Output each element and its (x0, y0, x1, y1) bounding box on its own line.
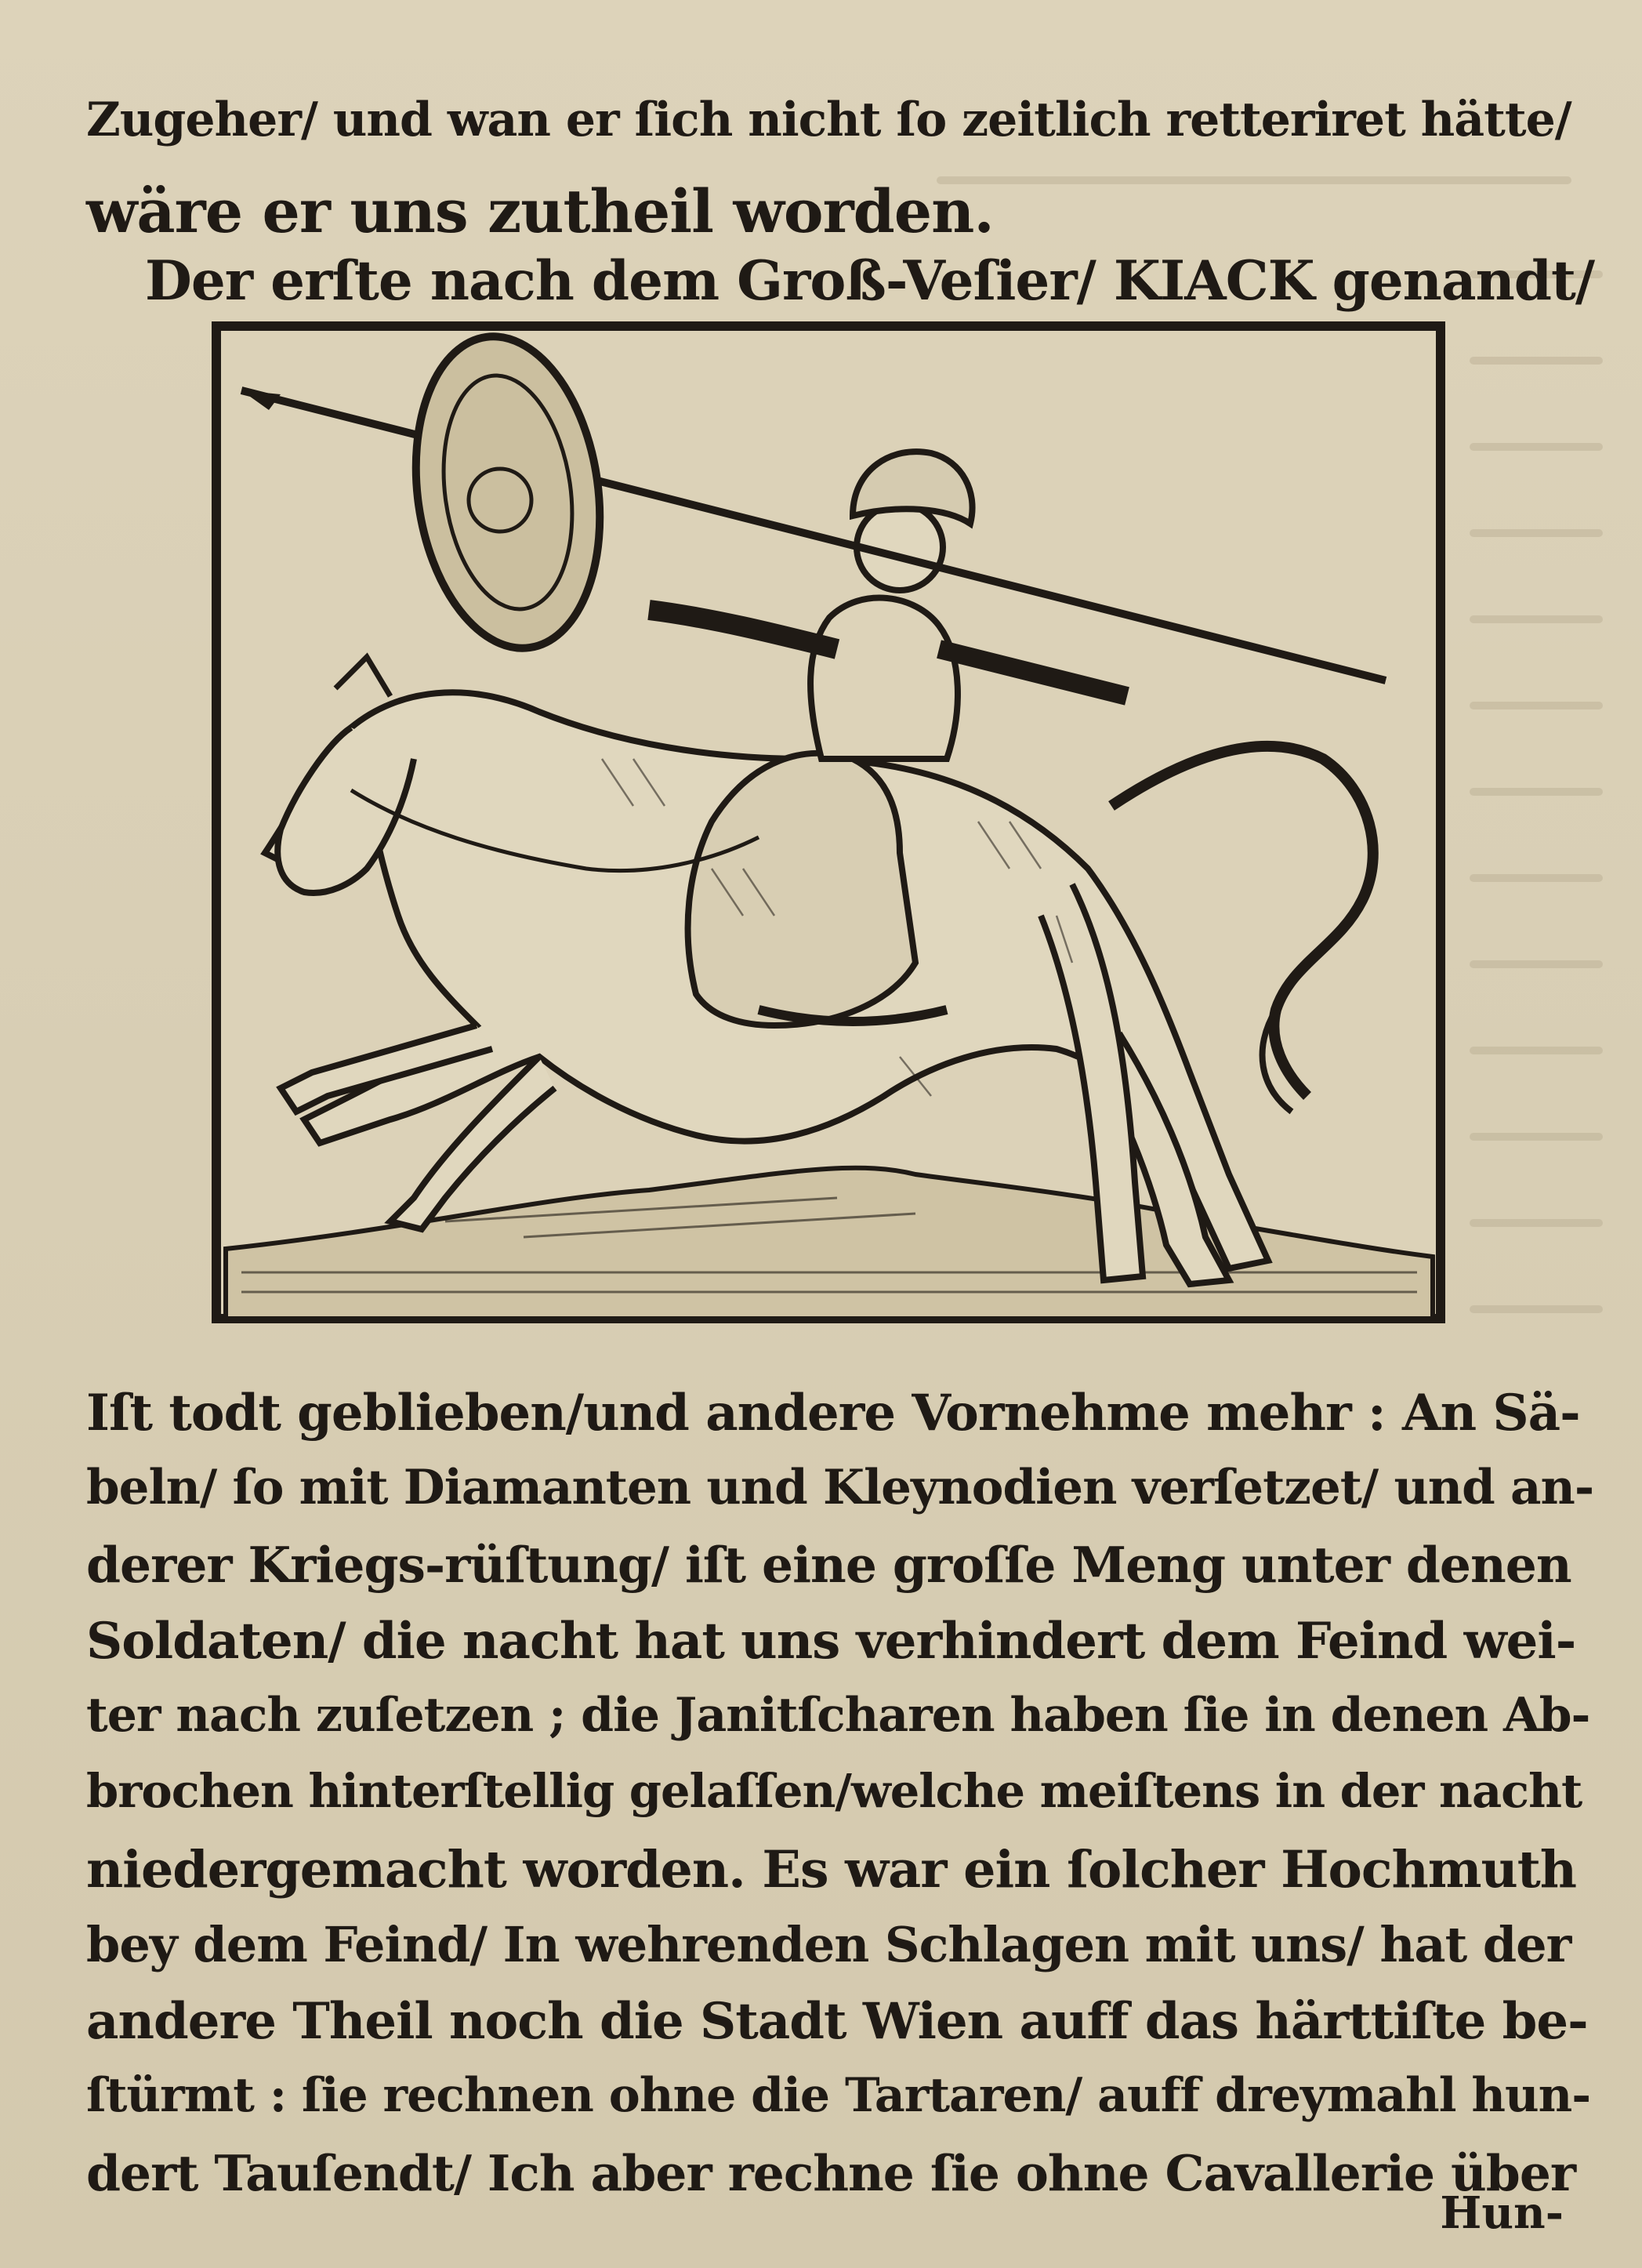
text-line-10: niedergemacht worden. Es war ein ſolcher Hochmuth (86, 1840, 1577, 1900)
text-line-3: Der erſte nach dem Groß-Veſier/ KIACK genandt/ (145, 249, 1595, 313)
text-line-7: Soldaten/ die nacht hat uns verhindert dem Feind wei- (86, 1612, 1576, 1671)
text-line-5: beln/ ſo mit Diamanten und Kleynodien verſetzet/ und an- (86, 1460, 1594, 1515)
text-line-11: bey dem Feind/ In wehrenden Schlagen mit uns/ hat der (86, 1916, 1571, 1973)
catchword: Hun- (1440, 2187, 1564, 2239)
text-line-12: andere Theil noch die Stadt Wien auff das härttiſte be- (86, 1992, 1588, 2051)
text-line-8: ter nach zuſetzen ; die Janitſcharen haben ſie in denen Ab- (86, 1688, 1590, 1743)
text-line-4: Iſt todt geblieben/und andere Vornehme mehr : An Sä- (86, 1384, 1580, 1442)
text-line-6: derer Kriegs-rüſtung/ iſt eine groſſe Meng unter denen (86, 1536, 1571, 1594)
woodcut-horseman-icon (210, 320, 1447, 1325)
text-line-14: dert Tauſendt/ Ich aber rechne ſie ohne Cavallerie über (86, 2144, 1576, 2202)
text-line-13: ſtürmt : ſie rechnen ohne die Tartaren/ auff dreymahl hun- (86, 2068, 1591, 2123)
woodcut-illustration (210, 320, 1447, 1325)
text-line-9: brochen hinterſtellig gelaſſen/welche meiſtens in der nacht (86, 1764, 1582, 1818)
text-line-1: Zugeher/ und wan er ſich nicht ſo zeitlich retteriret hätte/ (86, 93, 1571, 147)
text-line-2: wäre er uns zutheil worden. (86, 176, 994, 246)
